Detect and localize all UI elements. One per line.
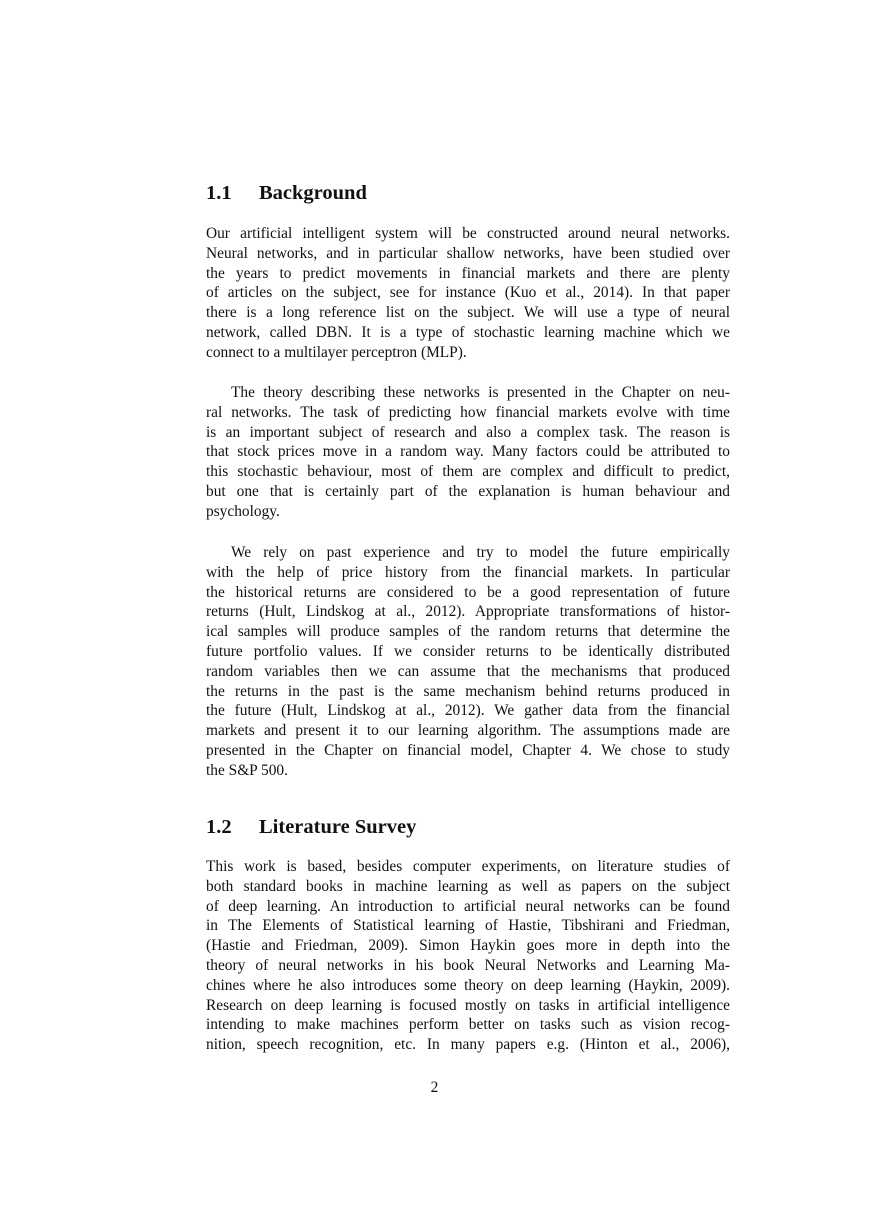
- section-number: 1.1: [206, 182, 232, 204]
- text-line: chines where he also introduces some theory on deep learning (Haykin, 2009).: [206, 976, 730, 994]
- text-line: presented in the Chapter on financial model, Chapter 4. We chose to study: [206, 741, 730, 759]
- text-line: theory of neural networks in his book Neural Networks and Learning Ma-: [206, 956, 730, 974]
- section-heading-literature-survey: [206, 815, 416, 839]
- text-line: of deep learning. An introduction to artificial neural networks can be found: [206, 897, 730, 915]
- text-line: is an important subject of research and also a complex task. The reason is: [206, 423, 730, 441]
- text-line: the years to predict movements in financial markets and there are plenty: [206, 264, 730, 282]
- text-line: this stochastic behaviour, most of them are complex and difficult to predict,: [206, 463, 730, 481]
- text-line: random variables then we can assume that the mechanisms that produced: [206, 662, 730, 680]
- text-line: returns (Hult, Lindskog at al., 2012). Appropriate transformations of histor-: [206, 603, 730, 621]
- text-line: in The Elements of Statistical learning of Hastie, Tibshirani and Friedman,: [206, 917, 730, 935]
- section-heading-background: [206, 181, 367, 205]
- text-line: there is a long reference list on the subject. We will use a type of neural: [206, 304, 730, 322]
- text-line: network, called DBN. It is a type of stochastic learning machine which we: [206, 323, 730, 341]
- text-line: We rely on past experience and try to model the future empirically: [231, 544, 730, 561]
- section-number: 1.2: [206, 816, 232, 838]
- text-line: of articles on the subject, see for instance (Kuo et al., 2014). In that paper: [206, 284, 730, 302]
- text-line: future portfolio values. If we consider returns to be identically distributed: [206, 642, 730, 660]
- text-line: Research on deep learning is focused mostly on tasks in artificial intelligence: [206, 996, 730, 1014]
- text-line: Neural networks, and in particular shallow networks, have been studied over: [206, 244, 730, 262]
- text-line: The theory describing these networks is presented in the Chapter on neu-: [231, 384, 730, 401]
- text-line: connect to a multilayer perceptron (MLP).: [206, 343, 467, 361]
- text-line: both standard books in machine learning as well as papers on the subject: [206, 877, 730, 895]
- paragraph-background-2: [206, 383, 730, 522]
- text-line: the historical returns are considered to be a good representation of future: [206, 583, 730, 601]
- text-line: intending to make machines perform better on tasks such as vision recog-: [206, 1016, 730, 1034]
- text-line: nition, speech recognition, etc. In many papers e.g. (Hinton et al., 2006),: [206, 1036, 730, 1054]
- section-title: Literature Survey: [259, 816, 417, 838]
- paragraph-literature-1: [206, 857, 730, 1055]
- paragraph-background-3: [206, 543, 730, 781]
- section-title: Background: [259, 182, 367, 204]
- text-line: the S&P 500.: [206, 761, 288, 779]
- text-line: This work is based, besides computer experiments, on literature studies of: [206, 858, 730, 875]
- text-line: (Hastie and Friedman, 2009). Simon Haykin goes more in depth into the: [206, 937, 730, 955]
- text-line: markets and present it to our learning algorithm. The assumptions made are: [206, 722, 730, 740]
- text-line: psychology.: [206, 502, 280, 520]
- text-line: the future (Hult, Lindskog at al., 2012). We gather data from the financial: [206, 702, 730, 720]
- text-line: ral networks. The task of predicting how financial markets evolve with time: [206, 403, 730, 421]
- text-line: with the help of price history from the financial markets. In particular: [206, 563, 730, 581]
- text-line: Our artificial intelligent system will be constructed around neural networks.: [206, 225, 730, 242]
- text-line: but one that is certainly part of the explanation is human behaviour and: [206, 482, 730, 500]
- text-line: ical samples will produce samples of the random returns that determine the: [206, 623, 730, 641]
- text-line: the returns in the past is the same mechanism behind returns produced in: [206, 682, 730, 700]
- paragraph-background-1: [206, 224, 730, 363]
- page-number: 2: [430, 1079, 439, 1096]
- text-line: that stock prices move in a random way. Many factors could be attributed to: [206, 443, 730, 461]
